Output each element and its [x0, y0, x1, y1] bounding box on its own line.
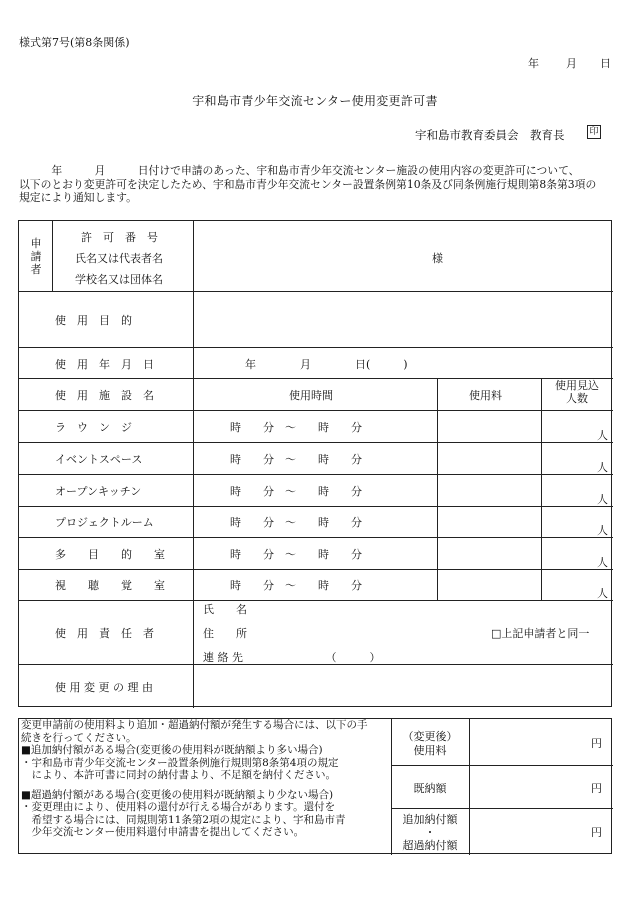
time-range: 時 分 ～ 時 分: [230, 579, 362, 592]
yen-unit: 円: [591, 826, 602, 839]
seal-mark: 印: [587, 125, 601, 139]
time-range: 時 分 ～ 時 分: [230, 453, 362, 466]
facility-header: 使 用 施 設 名: [55, 389, 154, 402]
note-line: 少年交流センター使用料還付申請書を提出してください。: [21, 826, 305, 838]
date-year-label: 年: [528, 57, 539, 70]
facility-name: プロジェクトルーム: [55, 516, 154, 529]
time-range: 時 分 ～ 時 分: [230, 485, 362, 498]
person-unit: 人: [597, 556, 608, 569]
person-unit: 人: [597, 587, 608, 600]
notice-body: [19, 164, 615, 205]
note-line: ■追加納付額がある場合(変更後の使用料が既納額より多い場合): [21, 744, 323, 756]
diff-fee-label-3: 超過納付額: [402, 839, 458, 852]
responsible-person-label: 使 用 責 任 者: [55, 627, 154, 640]
usage-date-label: 使 用 年 月 日: [55, 358, 154, 371]
note-line: 続きを行ってください。: [21, 731, 137, 744]
responsible-address-label: 住 所: [203, 627, 247, 640]
person-unit: 人: [597, 461, 608, 474]
notice-line: 以下のとおり変更許可を決定したため、宇和島市青少年交流センター設置条例第10条及び同条例施行規則第8条第3項の: [19, 177, 597, 191]
permit-table: [18, 220, 612, 707]
usage-date-value: 年 月 日( ): [245, 358, 408, 371]
note-line: ・変更理由により、使用料の還付が行える場合があります。還付を: [21, 801, 336, 813]
people-header: 使用見込 人数: [555, 379, 599, 405]
note-line: 希望する場合には、同規則第11条第2項の規定により、宇和島市青: [21, 813, 346, 826]
organization-name-label: 学校名又は団体名: [75, 273, 163, 286]
change-reason-label: 使 用 変 更 の 理 由: [55, 681, 153, 694]
diff-fee-label-2: ・: [424, 826, 436, 839]
applicant-label: 申請者: [30, 237, 42, 276]
notice-line: 年 月 日付けで申請のあった、宇和島市青少年交流センター施設の使用内容の変更許可について、: [19, 164, 580, 177]
person-unit: 人: [597, 429, 608, 442]
note-line: により、本許可書に同封の納付書より、不足額を納付ください。: [21, 769, 336, 781]
time-header: 使用時間: [289, 389, 333, 402]
person-unit: 人: [597, 524, 608, 537]
date-day-label: 日: [600, 57, 611, 70]
form-number: 様式第7号(第8条関係): [19, 36, 130, 49]
time-range: 時 分 ～ 時 分: [230, 548, 362, 561]
date-month-label: 月: [566, 57, 577, 70]
person-unit: 人: [597, 493, 608, 506]
facility-name: ラ ウ ン ジ: [55, 421, 132, 434]
sama-suffix: 様: [432, 252, 443, 265]
facility-name: 視 聴 覚 室: [55, 579, 165, 592]
facility-name: 多 目 的 室: [55, 548, 165, 561]
after-fee-label-1: （変更後）: [402, 730, 458, 743]
note-line: [21, 782, 391, 789]
notice-line: 規定により通知します。: [19, 191, 137, 204]
note-line: ・宇和島市青少年交流センター設置条例施行規則第8条第4項の規定: [21, 756, 339, 769]
paid-fee-label: 既納額: [413, 782, 447, 795]
note-line: 変更申請前の使用料より追加・超過納付額が発生する場合には、以下の手: [21, 719, 368, 731]
same-as-applicant-checkbox[interactable]: □上記申請者と同一: [491, 627, 590, 640]
document-title: 宇和島市青少年交流センター使用変更許可書: [192, 94, 438, 108]
issuer-name: 宇和島市教育委員会 教育長: [415, 128, 565, 142]
facility-name: イベントスペース: [55, 453, 143, 466]
facility-name: オープンキッチン: [55, 485, 142, 498]
fee-notes: [21, 719, 391, 839]
yen-unit: 円: [591, 737, 602, 750]
time-range: 時 分 ～ 時 分: [230, 421, 362, 434]
purpose-label: 使 用 目 的: [55, 314, 132, 327]
representative-name-label: 氏名又は代表者名: [75, 252, 163, 265]
fee-adjustment-table: [18, 718, 612, 854]
responsible-contact-label: 連 絡 先 （ ）: [203, 651, 381, 664]
responsible-name-label: 氏 名: [203, 603, 247, 616]
after-fee-label-2: 使用料: [413, 744, 447, 757]
time-range: 時 分 ～ 時 分: [230, 516, 362, 529]
diff-fee-label-1: 追加納付額: [402, 813, 458, 826]
fee-header: 使用料: [469, 389, 502, 402]
permit-number-label: 許 可 番 号: [81, 231, 158, 244]
note-line: ■超過納付額がある場合(変更後の使用料が既納額より少ない場合): [21, 788, 334, 801]
yen-unit: 円: [591, 782, 602, 795]
